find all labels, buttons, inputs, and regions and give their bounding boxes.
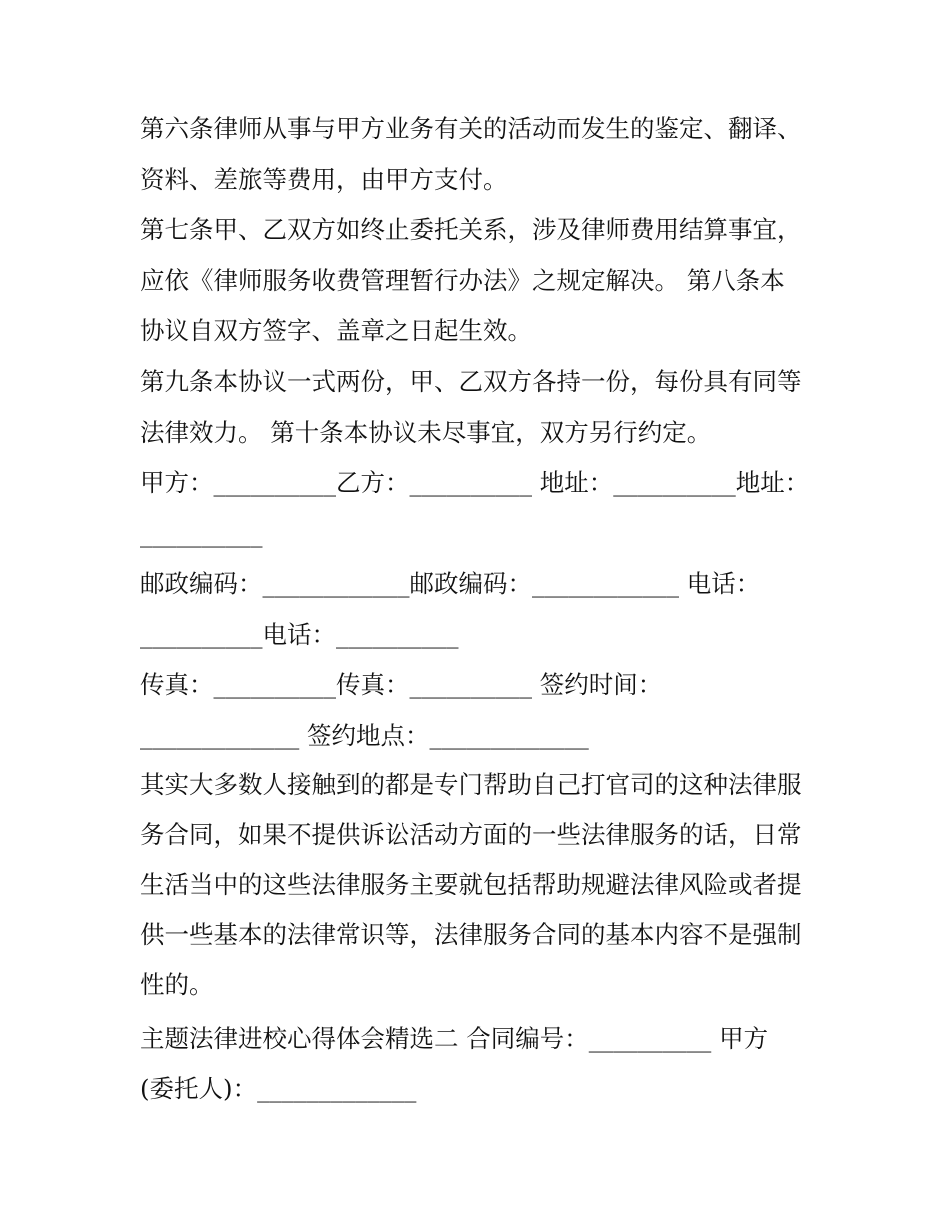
text-line: 性的。 — [140, 970, 214, 999]
text-line: 供一些基本的法律常识等，法律服务合同的基本内容不是强制 — [140, 920, 802, 949]
text-line: 协议自双方签字、盖章之日起生效。 — [140, 316, 532, 345]
text-line: _____________ 签约地点：_____________ — [140, 721, 589, 750]
text-line: 法律效力。 第十条本协议未尽事宜，双方另行约定。 — [140, 418, 712, 447]
text-line: 生活当中的这些法律服务主要就包括帮助规避法律风险或者提 — [140, 870, 802, 899]
text-line: 第六条律师从事与甲方业务有关的活动而发生的鉴定、翻译、 — [140, 114, 802, 143]
text-line: 第九条本协议一式两份，甲、乙双方各持一份，每份具有同等 — [140, 367, 802, 396]
text-line: 主题法律进校心得体会精选二 合同编号：__________ 甲方 — [140, 1024, 769, 1053]
text-line: (委托人)：_____________ — [140, 1074, 417, 1103]
text-line: 务合同，如果不提供诉讼活动方面的一些法律服务的话，日常 — [140, 820, 802, 849]
text-line: 邮政编码：____________邮政编码：____________ 电话： — [140, 569, 761, 598]
text-line: 传真：__________传真：__________ 签约时间： — [140, 670, 663, 699]
text-line: 资料、差旅等费用，由甲方支付。 — [140, 165, 508, 194]
text-line: __________电话：__________ — [140, 620, 459, 649]
text-line: 应依《律师服务收费管理暂行办法》之规定解决。 第八条本 — [140, 266, 785, 295]
text-line: 甲方：__________乙方：__________ 地址：__________地址： — [140, 468, 810, 497]
text-line: 其实大多数人接触到的都是专门帮助自己打官司的这种法律服 — [140, 770, 802, 799]
text-line: __________ — [140, 519, 263, 548]
text-line: 第七条甲、乙双方如终止委托关系，涉及律师费用结算事宜， — [140, 215, 802, 244]
